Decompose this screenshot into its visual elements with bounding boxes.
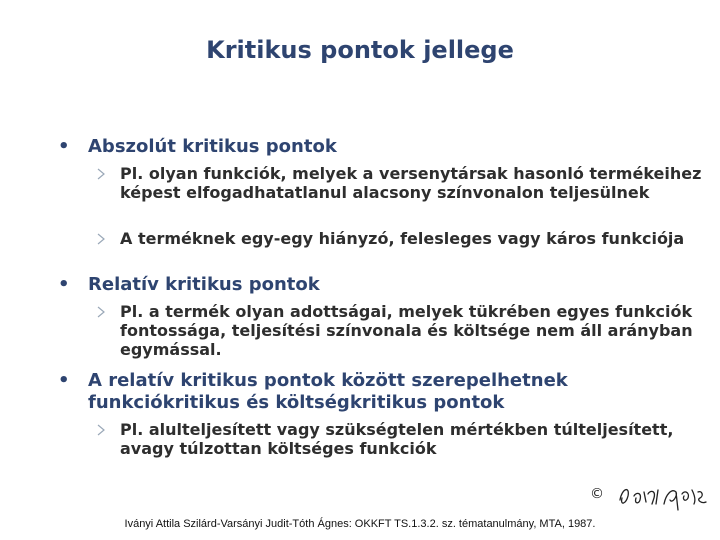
- sub-point: A terméknek egy-egy hiányzó, felesleges vagy káros funkciója: [120, 229, 685, 248]
- bullet-icon: •: [58, 370, 70, 391]
- main-point-absolute: Abszolút kritikus pontok: [88, 136, 337, 157]
- main-point-relative: Relatív kritikus pontok: [88, 274, 320, 295]
- signature: [612, 470, 712, 520]
- citation: Iványi Attila Szilárd-Varsányi Judit-Tóth Ágnes: OKKFT TS.1.3.2. sz. tématanulmány, MTA, 1987.: [124, 518, 596, 530]
- main-point-relative-types: A relatív kritikus pontok között szerepelhetnek funkciókritikus és költségkritikus pontok: [88, 370, 568, 413]
- copyright-symbol: ©: [590, 486, 604, 502]
- sub-bullet-icon: [96, 424, 106, 436]
- sub-bullet-icon: [96, 233, 106, 245]
- bullet-icon: •: [58, 274, 70, 295]
- slide-title: Kritikus pontok jellege: [206, 36, 514, 64]
- sub-point: Pl. alulteljesített vagy szükségtelen mértékben túlteljesített, avagy túlzottan költséges funkciók: [120, 420, 674, 458]
- sub-bullet-icon: [96, 168, 106, 180]
- sub-bullet-icon: [96, 306, 106, 318]
- bullet-icon: •: [58, 136, 70, 157]
- sub-point: Pl. olyan funkciók, melyek a versenytársak hasonló termékeihez képest elfogadhatatlanul alacsony színvonalon teljesülnek: [120, 164, 702, 202]
- sub-point: Pl. a termék olyan adottságai, melyek tükrében egyes funkciók fontossága, teljesítési színvonala és költsége nem áll arányban egymással.: [120, 302, 693, 359]
